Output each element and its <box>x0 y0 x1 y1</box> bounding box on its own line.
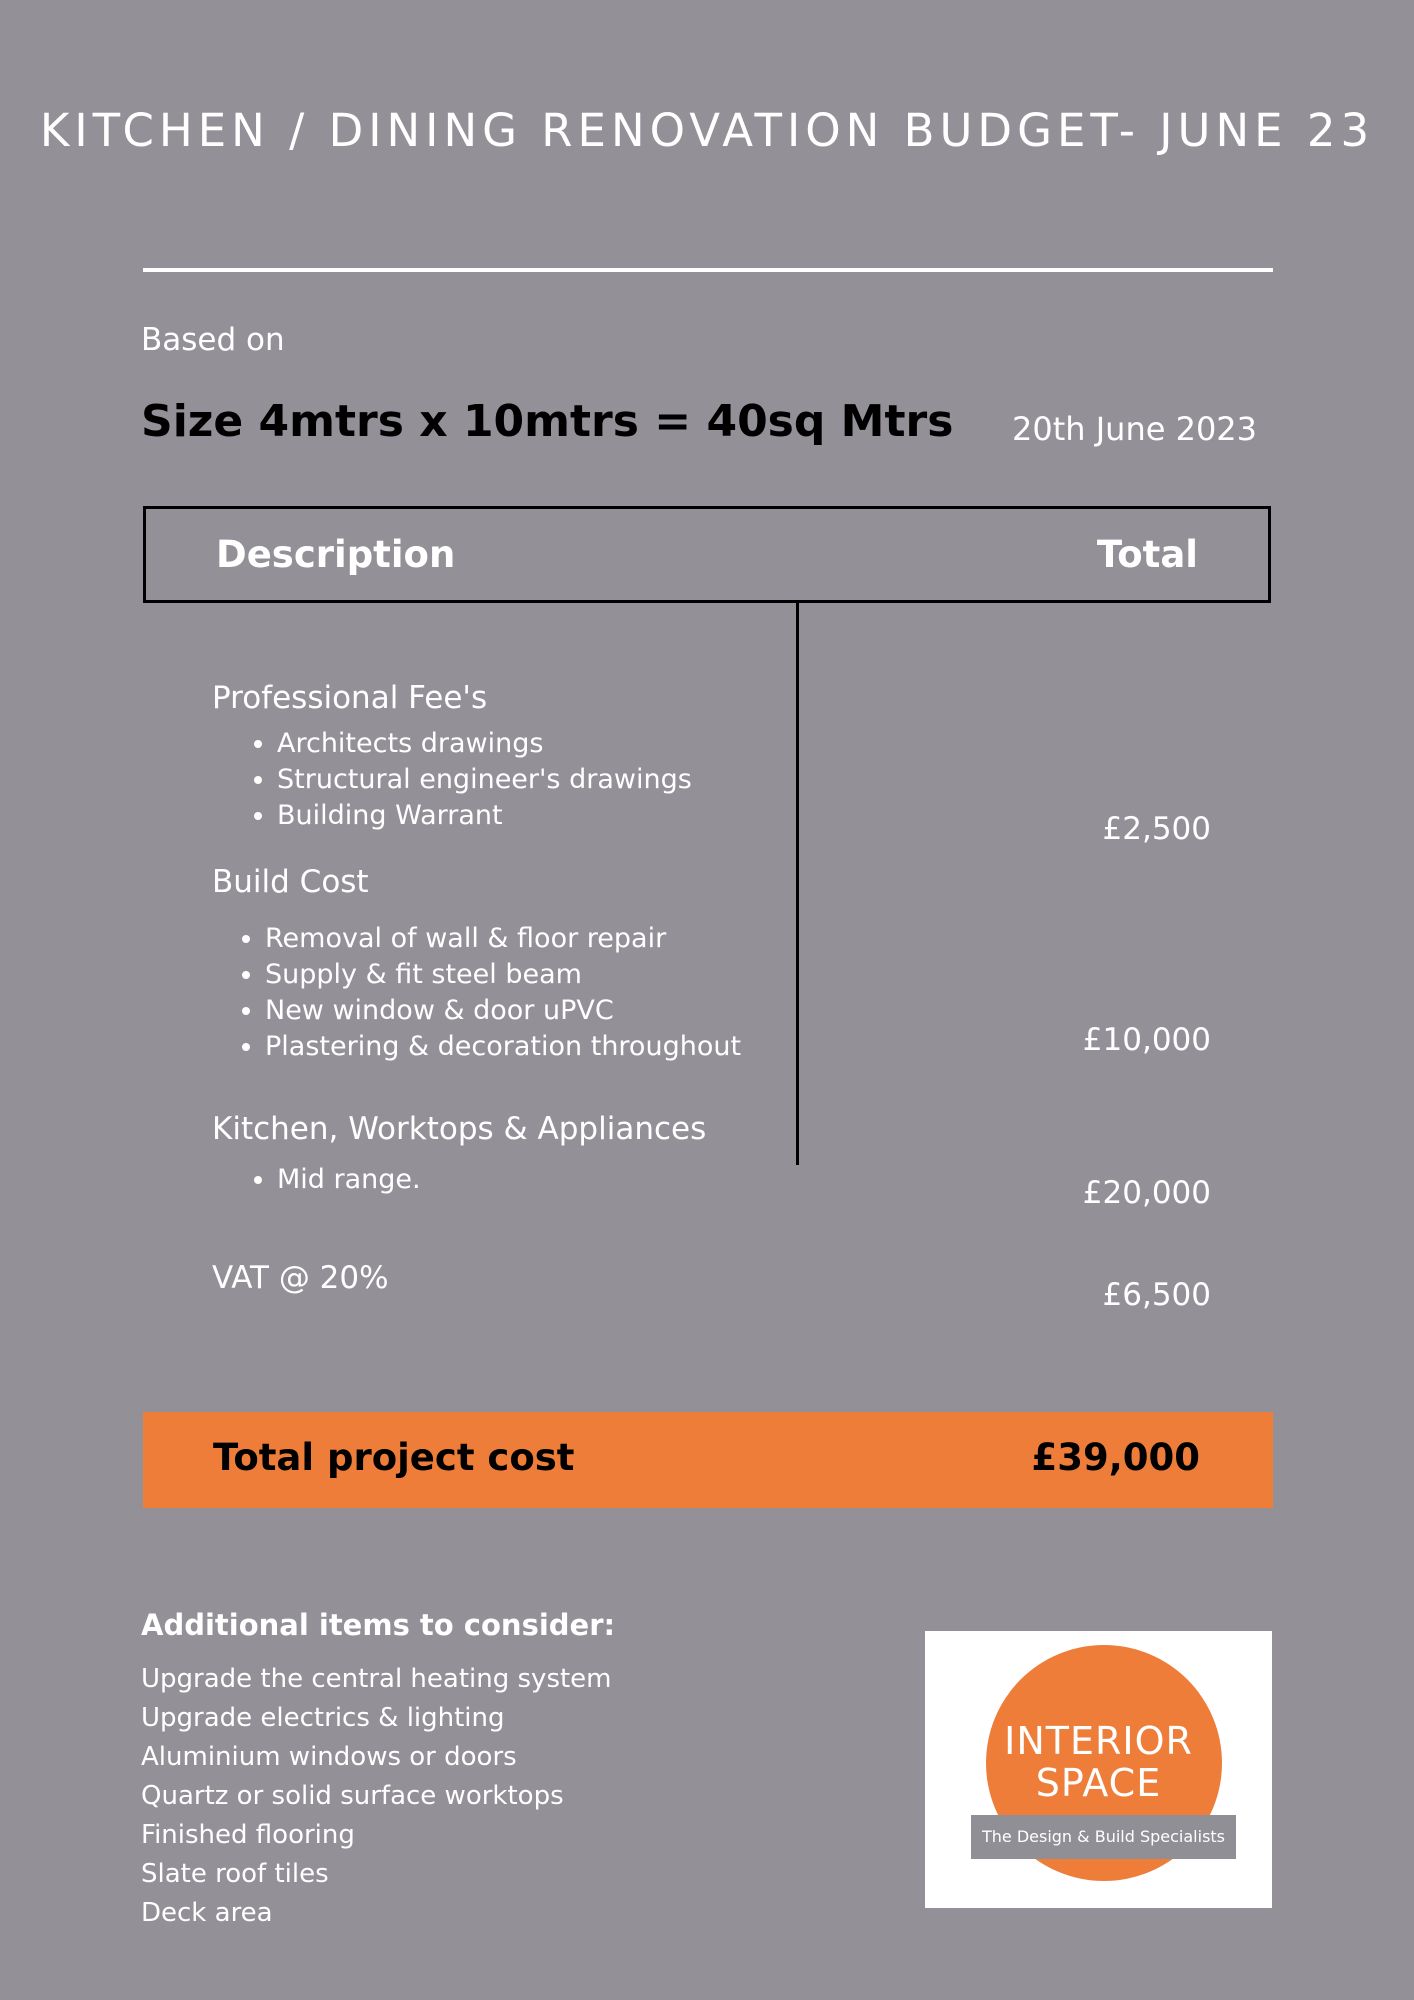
section-title-kitchen: Kitchen, Worktops & Appliances <box>212 1111 707 1147</box>
header-description: Description <box>216 533 456 576</box>
list-item: Aluminium windows or doors <box>141 1742 517 1772</box>
section-title-professional-fees: Professional Fee's <box>212 680 488 716</box>
list-item: • Mid range. <box>277 1162 421 1198</box>
based-on-label: Based on <box>141 322 285 358</box>
list-item: • Supply & fit steel beam <box>265 957 741 993</box>
header-total: Total <box>1096 533 1198 576</box>
additional-items-title: Additional items to consider: <box>141 1608 616 1642</box>
room-size: Size 4mtrs x 10mtrs = 40sq Mtrs <box>141 396 954 447</box>
list-item: Slate roof tiles <box>141 1859 329 1889</box>
build-cost-list <box>265 921 741 1065</box>
section-title-vat: VAT @ 20% <box>212 1260 389 1296</box>
document-date: 20th June 2023 <box>1012 410 1258 448</box>
amount-build-cost: £10,000 <box>1082 1022 1211 1058</box>
total-bar <box>143 1412 1273 1508</box>
professional-fees-list <box>277 726 692 834</box>
list-item: Upgrade electrics & lighting <box>141 1703 505 1733</box>
logo-text-line1: INTERIOR <box>1004 1719 1193 1763</box>
list-item: Upgrade the central heating system <box>141 1664 612 1694</box>
table-header <box>143 506 1271 603</box>
logo-text-line2: SPACE <box>1035 1761 1162 1805</box>
amount-kitchen: £20,000 <box>1082 1175 1211 1211</box>
section-title-build-cost: Build Cost <box>212 864 369 900</box>
title-divider <box>143 268 1273 272</box>
logo-tagline: The Design & Build Specialists <box>971 1815 1236 1859</box>
kitchen-list <box>277 1162 421 1198</box>
list-item: Deck area <box>141 1898 273 1928</box>
total-value: £39,000 <box>1031 1436 1200 1479</box>
list-item: • Structural engineer's drawings <box>277 762 692 798</box>
additional-items-list <box>141 1660 612 1933</box>
list-item: • Building Warrant <box>277 798 692 834</box>
total-label: Total project cost <box>213 1436 575 1479</box>
list-item: Finished flooring <box>141 1820 355 1850</box>
list-item: • Removal of wall & floor repair <box>265 921 741 957</box>
column-divider <box>796 603 799 1165</box>
amount-professional-fees: £2,500 <box>1102 811 1211 847</box>
list-item: • New window & door uPVC <box>265 993 741 1029</box>
document-title: KITCHEN / DINING RENOVATION BUDGET- JUNE 23 <box>39 104 1375 157</box>
amount-vat: £6,500 <box>1102 1277 1211 1313</box>
list-item: • Architects drawings <box>277 726 692 762</box>
list-item: Quartz or solid surface worktops <box>141 1781 564 1811</box>
company-logo <box>925 1631 1272 1908</box>
list-item: • Plastering & decoration throughout <box>265 1029 741 1065</box>
